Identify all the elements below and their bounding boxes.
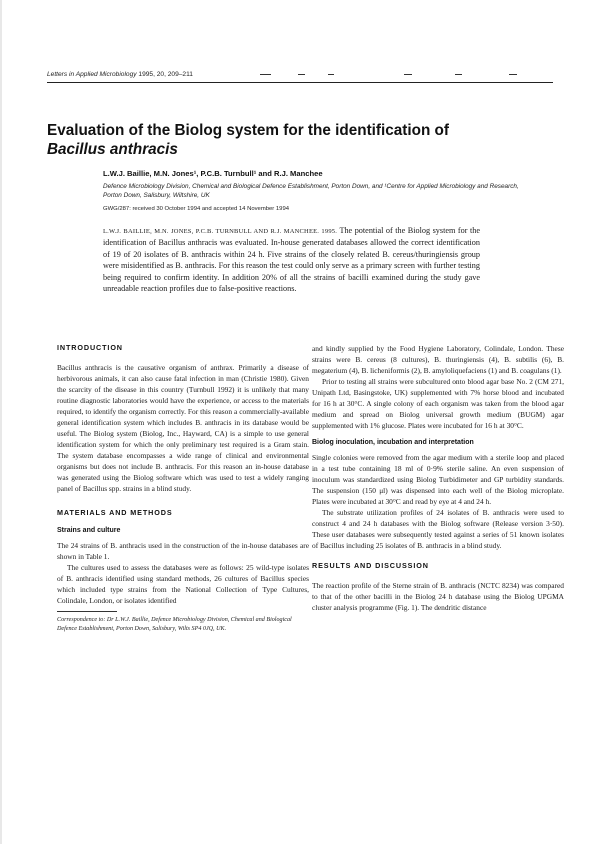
results-paragraph: The reaction profile of the Sterne strain of B. anthracis (NCTC 8234) was compared to that of the other bacilli in the Biolog 24 h database using the Biolog UPGMA cluster analysis programme (Fig. 1). The dendritic distance	[312, 581, 564, 612]
title-line-1: Evaluation of the Biolog system for the identification of	[47, 122, 449, 139]
correspondence-footnote: Correspondence to: Dr L.W.J. Baillie, Defence Microbiology Division, Chemical and Biological Defence Establishment, Porton Down, Salisbury, Wilts SP4 0JQ, UK.	[57, 617, 292, 632]
volume-pages: 1995, 20, 209–211	[138, 71, 193, 78]
header-rule	[47, 82, 553, 83]
abstract-text: The potential of the Biolog system for the identification of Bacillus anthracis was evaluated. In-house generated databases allowed the correct identification of 19 of 20 isolates of B. anthracis within 24 h. Five strains of the closely related B. cereus/thuringiensis group were misidentified as B. anthracis. For this reason the test could only serve as a primary screen with further testing being required to confirm identity. In addition 20% of all the strains of bacilli examined during the study gave unreadable reaction profiles due to false-positive reactions.	[103, 226, 480, 294]
journal-name: Letters in Applied Microbiology	[47, 71, 137, 78]
strains-paragraph: The 24 strains of B. anthracis used in the construction of the in-house databases are shown in Table 1.	[57, 541, 309, 561]
author-list: L.W.J. Baillie, M.N. Jones¹, P.C.B. Turnbull¹ and R.J. Manchee	[103, 169, 323, 178]
title-line-2: Bacillus anthracis	[47, 141, 178, 158]
methods-heading: MATERIALS AND METHODS	[57, 508, 173, 517]
strains-continued-paragraph: and kindly supplied by the Food Hygiene Laboratory, Colindale, London. These strains were B. cereus (8 cultures), B. thuringiensis (4), B. subtilis (6), B. megaterium (4), B. licheniformis (2), B. amyloliquefaciens (1) and B. coagulans (1).	[312, 344, 564, 375]
received-date: GWG/287: received 30 October 1994 and accepted 14 November 1994	[103, 206, 289, 212]
page-edge	[0, 0, 2, 844]
introduction-paragraph: Bacillus anthracis is the causative organism of anthrax. Primarily a disease of herbivorous animals, it can also cause fatal infection in man (Christie 1980). Given the scarcity of the disease in this country (Turnbull 1992) it is unlikely that many routine diagnostic laboratories would have the experience, or access to the materials required, to identify the organism correctly. For this reason a commercially-available general identification system which includes B. anthracis in its database would be useful. The Biolog system (Biolog, Inc., Hayward, CA) is a simple to use general identification system for which the only preliminary test required is a Gram stain. The system database encompasses a wide range of clinical and environmental organisms but does not include B. anthracis. For this reason an in-house database was generated using the Biolog software which was used to test a widely ranging panel of Bacillus spp. strains in a blind study.	[57, 363, 309, 493]
running-head	[47, 71, 567, 78]
cultures-paragraph: The cultures used to assess the databases were as follows: 25 wild-type isolates of B. anthracis identified using standard methods, 26 cultures of Bacillus species which included type strains from the National Collection of Type Cultures, Colindale, London, or isolates identified	[57, 563, 309, 605]
inoculation-heading: Biolog inoculation, incubation and interpretation	[312, 439, 474, 446]
abstract-citation: L.W.J. BAILLIE, M.N. JONES, P.C.B. TURNBULL AND R.J. MANCHEE. 1995.	[103, 228, 338, 235]
footnote-rule	[57, 611, 117, 612]
affiliations: Defence Microbiology Division, Chemical and Biological Defence Establishment, Porton Down, and ¹Centre for Applied Microbiology and Research, Porton Down, Salisbury, Wiltshire, UK	[103, 183, 519, 200]
inoculation-paragraph: Single colonies were removed from the agar medium with a sterile loop and placed in a test tube containing 18 ml of 0·9% sterile saline. An even suspension of inoculum was standardized using Biolog Turbidimeter and GP turbidity standards. The suspension (150 μl) was dispensed into each well of the Biolog microplate. Plates were incubated at 30°C and read by eye at 4 and 24 h.	[312, 453, 564, 506]
header-dash	[509, 74, 517, 75]
header-dash	[298, 74, 305, 75]
right-column	[312, 343, 564, 613]
subculture-paragraph: Prior to testing all strains were subcultured onto blood agar base No. 2 (CM 271, Unipath Ltd, Basingstoke, UK) supplemented with 7% horse blood and incubated for 16 h at 30°C. A single colony of each organism was taken from the blood agar medium and spread on Biolog universal growth medium (BUGM) agar supplemented with 1% glucose. Plates were incubated for 16 h at 30°C.	[312, 377, 564, 430]
header-dash	[260, 74, 271, 75]
header-dash	[328, 74, 334, 75]
strains-heading: Strains and culture	[57, 527, 121, 534]
abstract	[103, 225, 480, 294]
article-title	[47, 121, 557, 159]
introduction-heading: INTRODUCTION	[57, 343, 123, 352]
left-column	[57, 343, 309, 634]
substrate-paragraph: The substrate utilization profiles of 24 isolates of B. anthracis were used to construct 4 and 24 h databases with the Biolog software (Release version 3·50). These user databases were subsequently tested against a series of 51 known isolates of Bacillus including 25 isolates of B. anthracis in a blind study.	[312, 508, 564, 550]
header-dash	[404, 74, 412, 75]
header-dash	[455, 74, 462, 75]
results-heading: RESULTS AND DISCUSSION	[312, 561, 429, 570]
